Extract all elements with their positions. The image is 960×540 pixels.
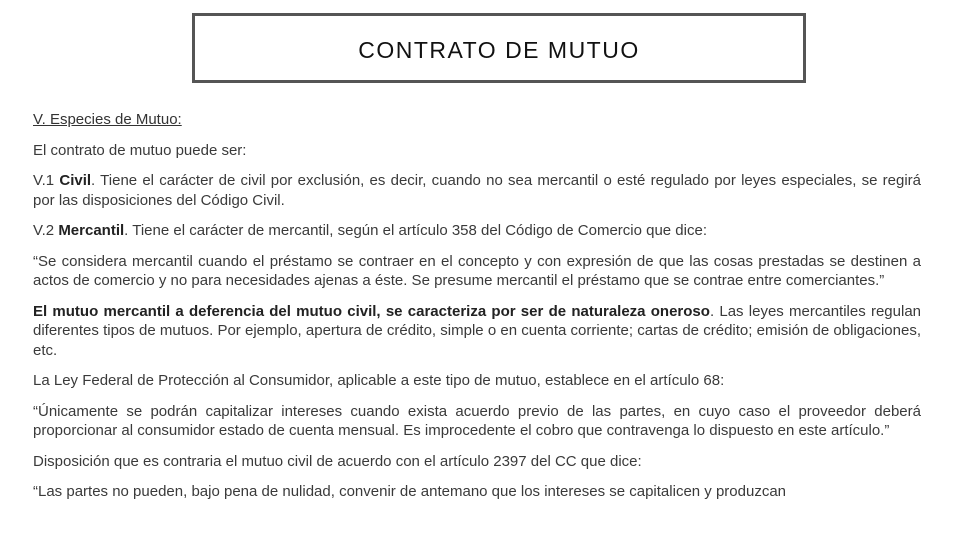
mercantil-prefix: V.2 xyxy=(33,222,59,239)
quote-article-68: “Únicamente se podrán capitalizar intereses cuando exista acuerdo previo de las partes, en cuyo caso el proveedor deberá proporcionar al consumidor estado de cuenta mensual. Es improcedente el cobro que contravenga lo dispuesto en este artículo.” xyxy=(33,402,921,439)
civil-prefix: V.1 xyxy=(33,172,60,189)
quote-article-2397: “Las partes no pueden, bajo pena de nulidad, convenir de antemano que los intereses se capitalicen y produzcan xyxy=(33,483,787,500)
civil-term: Civil xyxy=(59,172,92,189)
difference-paragraph xyxy=(33,302,921,361)
section-heading-paragraph xyxy=(33,110,921,130)
quote-article-358: “Se considera mercantil cuando el préstamo se contraer en el concepto y con expresión de que las cosas prestadas se destinen a actos de comercio y no para necesidades ajenas a éste. Se presume mercantil el préstamo que se contrae entre comerciantes.” xyxy=(33,252,921,289)
ley-federal-paragraph: La Ley Federal de Protección al Consumidor, aplicable a este tipo de mutuo, establece en el artículo 68: xyxy=(33,372,725,389)
mercantil-term: Mercantil xyxy=(58,222,125,239)
mercantil-paragraph xyxy=(33,221,921,241)
title-box xyxy=(192,13,806,83)
section-heading: V. Especies de Mutuo: xyxy=(33,111,182,128)
difference-text: . Las leyes mercantiles regulan diferentes tipos de mutuos. Por ejemplo, apertura de crédito, simple o en cuenta corriente; cartas de crédito; emisión de obligaciones, etc. xyxy=(33,302,922,359)
document-body xyxy=(33,110,921,513)
page-title: CONTRATO DE MUTUO xyxy=(358,36,640,63)
intro-paragraph: El contrato de mutuo puede ser: xyxy=(33,141,247,159)
difference-bold: El mutuo mercantil a deferencia del mutuo civil, se caracteriza por ser de naturaleza oneroso xyxy=(33,302,710,320)
civil-text: . Tiene el carácter de civil por exclusión, es decir, cuando no sea mercantil o esté regulado por leyes especiales, se regirá por las disposiciones del Código Civil. xyxy=(33,172,921,209)
mercantil-text: . Tiene el carácter de mercantil, según el artículo 358 del Código de Comercio que dice: xyxy=(124,222,707,239)
civil-paragraph xyxy=(33,171,921,210)
disposicion-paragraph: Disposición que es contraria el mutuo civil de acuerdo con el artículo 2397 del CC que dice: xyxy=(33,452,642,470)
